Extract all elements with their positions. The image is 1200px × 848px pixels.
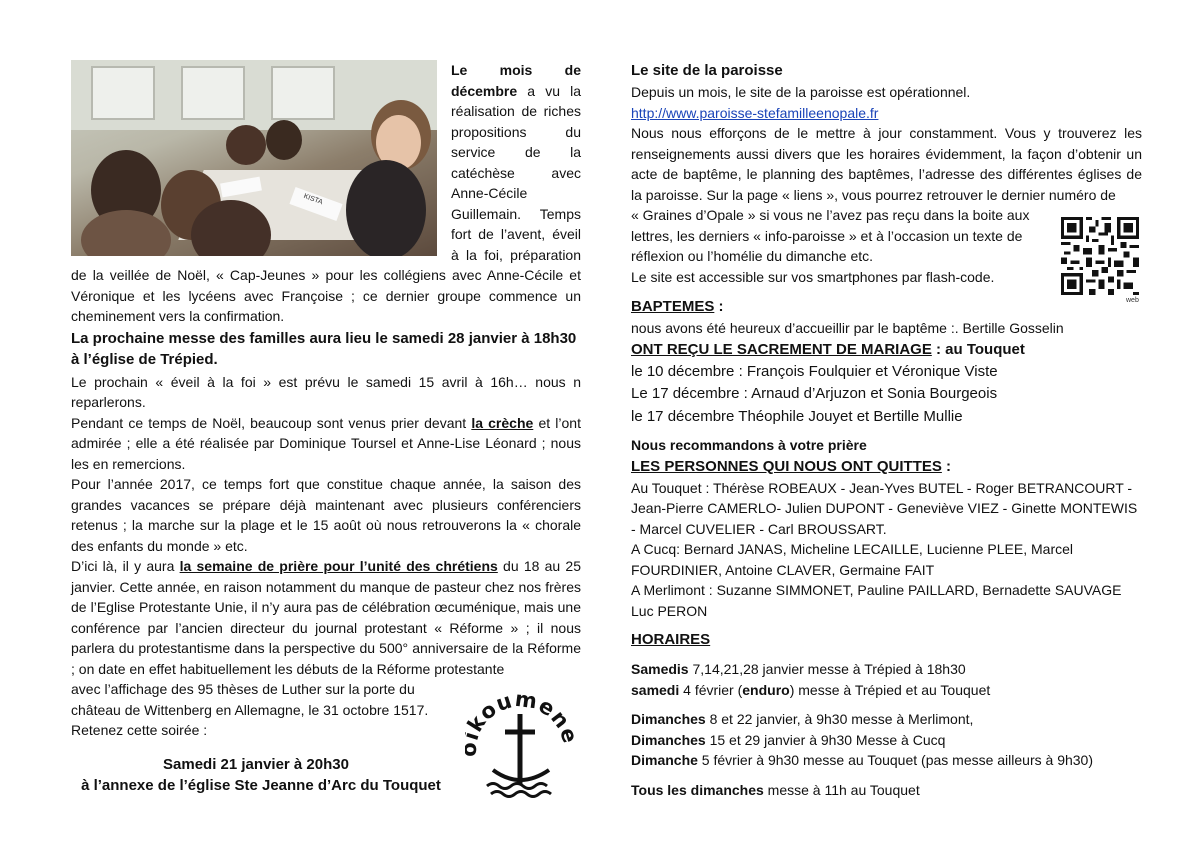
photo-sign: KISTA — [302, 192, 324, 207]
samedi-text-b: ) messe à Trépied et au Touquet — [789, 681, 991, 698]
oikoumene-logo — [465, 672, 575, 802]
catechism-photo — [71, 60, 437, 256]
event-place: à l’annexe de l’église Ste Jeanne d’Arc du Touquet — [81, 776, 441, 794]
tous-text: messe à 11h au Touquet — [763, 781, 920, 798]
baptemes-title: BAPTEMES — [631, 298, 715, 315]
noel-text-b: et l’ont admirée ; elle a été réalisée par Dominique Toursel et Anne-Lise Léonard ; nous les en remercions. — [71, 414, 581, 472]
annee-2017-paragraph: Pour l’année 2017, ce temps fort que constitue chaque année, la saison des grandes vacances se prépare déjà maintenant avec plusieurs conférenciers retenus ; la marche sur la plage et le 15 août où nous retrouverons la « chorale des enfants du monde » etc. — [71, 476, 581, 554]
mariage-item: le 10 décembre : François Foulquier et Véronique Viste — [631, 362, 998, 380]
samedi-enduro: enduro — [742, 681, 790, 698]
samedis-text: 7,14,21,28 janvier messe à Trépied à 18h30 — [688, 661, 966, 677]
horaire-samedis — [631, 659, 1142, 680]
priere-title: Nous recommandons à votre prière — [631, 437, 867, 453]
event-date: Samedi 21 janvier à 20h30 — [163, 755, 349, 773]
dim3-text: 5 février à 9h30 messe au Touquet (pas messe ailleurs à 9h30) — [697, 752, 1093, 768]
oikoumene-logo-icon — [465, 672, 575, 802]
site-text-4: réflexion ou l’homélie du dimanche etc. — [631, 248, 874, 264]
site-text-5: Le site est accessible sur vos smartphones par flash-code. — [631, 268, 995, 285]
horaire-tous — [631, 780, 1142, 801]
dim1-text: 8 et 22 janvier, à 9h30 messe à Merlimont, — [705, 711, 974, 727]
eveil-paragraph: Le prochain « éveil à la foi » est prévu le samedi 15 avril à 16h… nous n reparlerons. — [71, 373, 581, 410]
dim2-label: Dimanches — [631, 731, 706, 748]
horaire-dimanche-2 — [631, 730, 1142, 751]
right-column — [631, 60, 1142, 800]
creche-label: la crèche — [471, 414, 534, 431]
intro-lead: Le mois de décembre — [451, 62, 581, 99]
intro-text: a vu la réalisation de riches propositions du service de la catéchèse avec Anne-Cécile Guillemain. Temps fort de l’avent, éveil à la foi, préparation de la veillée de Noël, « Cap-Jeunes » pour les collégiens avec Anne-Cécile et Véronique et les lycéens avec Françoise ; ce dernier groupe commence un cheminement vers la confirmation. — [71, 82, 581, 324]
site-intro: Depuis un mois, le site de la paroisse est opérationnel. — [631, 84, 971, 100]
retenez-line: Retenez cette soirée : — [71, 722, 208, 738]
site-title: Le site de la paroisse — [631, 62, 783, 79]
dim2-text: 15 et 29 janvier à 9h30 Messe à Cucq — [705, 731, 946, 748]
semaine-label: la semaine de prière pour l’unité des chrétiens — [179, 558, 498, 574]
semaine-paragraph — [71, 556, 581, 679]
horaire-dimanche-1 — [631, 709, 1142, 730]
noel-paragraph — [71, 413, 581, 475]
semaine-text-a: D’ici là, il y aura — [71, 558, 180, 574]
site-text-1: Nous nous efforçons de le mettre à jour constamment. Vous y trouverez les renseignements aussi divers que les horaires évidemment, la façon d’obtenir un acte de baptême, le planning des baptêmes, l’adresse des différentes églises de la paroisse. Sur la page « liens », vous pourrez retrouver le dernier numéro de — [631, 125, 1142, 203]
qr-code-icon[interactable] — [1061, 217, 1139, 295]
quittes-merlimont: A Merlimont : Suzanne SIMMONET, Pauline PAILLARD, Bernadette SAUVAGE Luc PERON — [631, 582, 1122, 619]
quittes-cucq: A Cucq: Bernard JANAS, Micheline LECAILLE, Lucienne PLEE, Marcel FOURDINIER, Antoine CLAVER, Germaine FAIT — [631, 541, 1073, 578]
dim1-label: Dimanches — [631, 711, 706, 727]
baptemes-colon: : — [714, 298, 724, 315]
tous-label: Tous les dimanches — [631, 781, 764, 798]
mariage-item: Le 17 décembre : Arnaud d’Arjuzon et Sonia Bourgeois — [631, 385, 998, 402]
logo-lettering: koumen — [465, 686, 575, 737]
noel-text-a: Pendant ce temps de Noël, beaucoup sont venus prier devant — [71, 414, 472, 431]
quittes-colon: : — [941, 457, 952, 475]
semaine-text-b: du 18 au 25 janvier. Cette année, en raison notamment du manque de pasteur chez nos frères de l’Eglise Protestante Unie, il n’y aura pas de célébration œcuménique, mais une conférence par l’ancien directeur du journal protestant « Réforme » ; il nous parlera du protestantisme dans la perspective du 500° anniversaire de la Réforme ; on date en effet habituellement les débuts de la Réforme protestante — [71, 558, 581, 677]
messe-familles: La prochaine messe des familles aura lieu le samedi 28 janvier à 18h30 à l’église de Trépied. — [71, 329, 577, 368]
site-text-2: « Graines d’Opale » si vous ne l’avez pas reçu dans la boite aux — [631, 207, 1030, 223]
samedis-label: Samedis — [631, 661, 689, 677]
baptemes-text: nous avons été heureux d’accueillir par le baptême :. Bertille Gosselin — [631, 320, 1064, 336]
dim3-label: Dimanche — [631, 752, 698, 768]
mariage-place: : au Touquet — [931, 340, 1025, 358]
horaires-title: HORAIRES — [631, 631, 711, 648]
luther-line-2: château de Wittenberg en Allemagne, le 31 octobre 1517. — [71, 701, 429, 718]
samedi-text-a: 4 février ( — [679, 681, 743, 698]
qr-caption: web — [1126, 297, 1139, 304]
quittes-title: LES PERSONNES QUI NOUS ONT QUITTES — [631, 457, 942, 475]
luther-line-1: avec l’affichage des 95 thèses de Luther sur la porte du — [71, 681, 415, 697]
mariage-item: le 17 décembre Théophile Jouyet et Bertille Mullie — [631, 407, 963, 425]
horaire-dimanche-3 — [631, 750, 1142, 771]
site-text-3: lettres, les derniers « info-paroisse » et à l’occasion un texte de — [631, 227, 1023, 244]
horaire-samedi — [631, 680, 1142, 701]
site-url-link[interactable]: http://www.paroisse-stefamilleenopale.fr — [631, 104, 879, 121]
samedi-label: samedi — [631, 681, 680, 698]
mariage-title: ONT REÇU LE SACREMENT DE MARIAGE — [631, 340, 932, 358]
quittes-touquet: Au Touquet : Thérèse ROBEAUX - Jean-Yves BUTEL - Roger BETRANCOURT - Jean-Pierre CAMERLO- Julien DUPONT - Geneviève VIEZ - Ginette MONTEWIS - Marcel CUVELIER - Carl BROUSSART. — [631, 479, 1138, 537]
